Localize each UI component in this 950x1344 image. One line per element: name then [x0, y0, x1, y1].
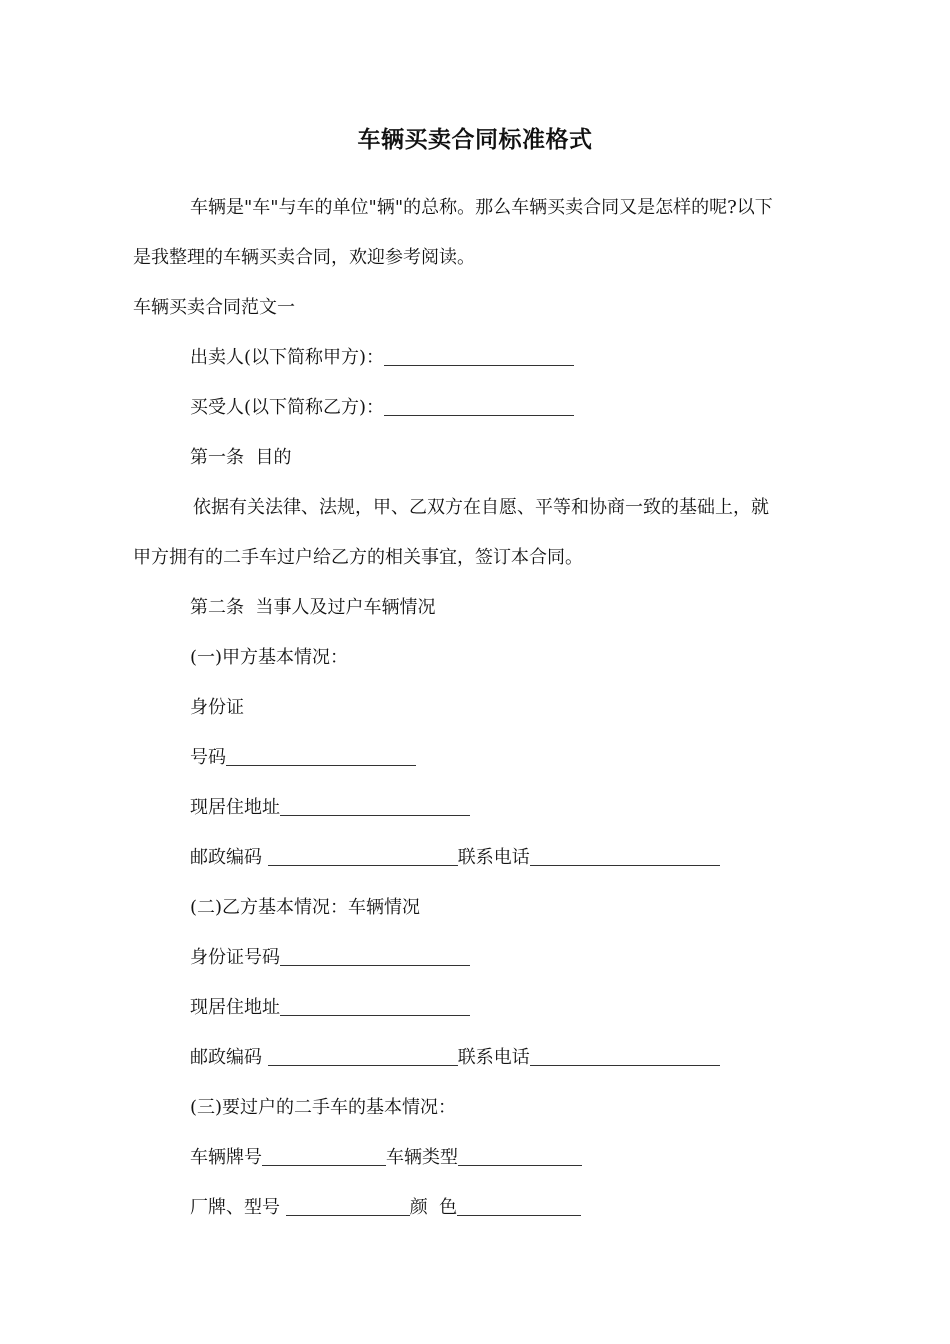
buyer-label: 买受人(以下简称乙方)： — [190, 397, 385, 418]
article1-body-line-1: 依据有关法律、法规，甲、乙双方在自愿、平等和协商一致的基础上，就 — [193, 497, 769, 518]
vehicle-color-label: 颜 色 — [409, 1197, 458, 1218]
party-a-postcode-label: 邮政编码 — [190, 847, 268, 868]
party-b-postcode-blank — [268, 1047, 458, 1066]
document-title: 车辆买卖合同标准格式 — [357, 127, 593, 153]
vehicle-plate-blank — [262, 1147, 386, 1166]
party-a-phone-blank — [530, 847, 720, 866]
vehicle-brand-label: 厂牌、型号 — [190, 1197, 286, 1218]
party-a-phone-label: 联系电话 — [457, 847, 530, 868]
party-b-address-line — [190, 996, 470, 1020]
party-a-contact-line — [190, 846, 720, 870]
vehicle-heading: (三)要过户的二手车的基本情况： — [190, 1097, 457, 1118]
vehicle-plate-line — [190, 1146, 582, 1170]
vehicle-brand-line — [190, 1196, 581, 1220]
buyer-blank — [384, 397, 574, 416]
article1-heading: 第一条 目的 — [190, 447, 292, 468]
party-a-id-line — [190, 746, 416, 770]
party-b-heading: (二)乙方基本情况：车辆情况 — [190, 897, 421, 918]
party-b-id-blank — [280, 947, 470, 966]
buyer-line — [190, 396, 574, 420]
seller-line — [190, 346, 574, 370]
article1-body-line-2: 甲方拥有的二手车过户给乙方的相关事宜，签订本合同。 — [133, 547, 583, 568]
party-b-phone-blank — [530, 1047, 720, 1066]
intro-line-2: 是我整理的车辆买卖合同，欢迎参考阅读。 — [133, 247, 475, 268]
vehicle-plate-label: 车辆牌号 — [190, 1147, 262, 1168]
party-a-heading: (一)甲方基本情况： — [190, 647, 349, 668]
party-a-postcode-blank — [268, 847, 458, 866]
vehicle-brand-blank — [286, 1197, 410, 1216]
party-b-postcode-label: 邮政编码 — [190, 1047, 268, 1068]
party-a-address-line — [190, 796, 470, 820]
seller-label: 出卖人(以下简称甲方)： — [190, 347, 385, 368]
vehicle-type-label: 车辆类型 — [386, 1147, 458, 1168]
seller-blank — [384, 347, 574, 366]
party-a-id-number-label: 号码 — [190, 747, 226, 768]
intro-line-1: 车辆是"车"与车的单位"辆"的总称。那么车辆买卖合同又是怎样的呢?以下 — [190, 197, 773, 218]
party-b-id-line — [190, 946, 470, 970]
article2-heading: 第二条 当事人及过户车辆情况 — [190, 597, 436, 618]
party-a-address-label: 现居住地址 — [190, 797, 280, 818]
vehicle-color-blank — [457, 1197, 581, 1216]
section-heading: 车辆买卖合同范文一 — [133, 297, 295, 318]
party-b-contact-line — [190, 1046, 720, 1070]
party-b-phone-label: 联系电话 — [457, 1047, 530, 1068]
party-a-id-blank — [226, 747, 416, 766]
party-b-address-label: 现居住地址 — [190, 997, 280, 1018]
vehicle-type-blank — [458, 1147, 582, 1166]
party-a-id-label: 身份证 — [190, 697, 244, 718]
party-a-address-blank — [280, 797, 470, 816]
party-b-address-blank — [280, 997, 470, 1016]
party-b-id-label: 身份证号码 — [190, 947, 280, 968]
